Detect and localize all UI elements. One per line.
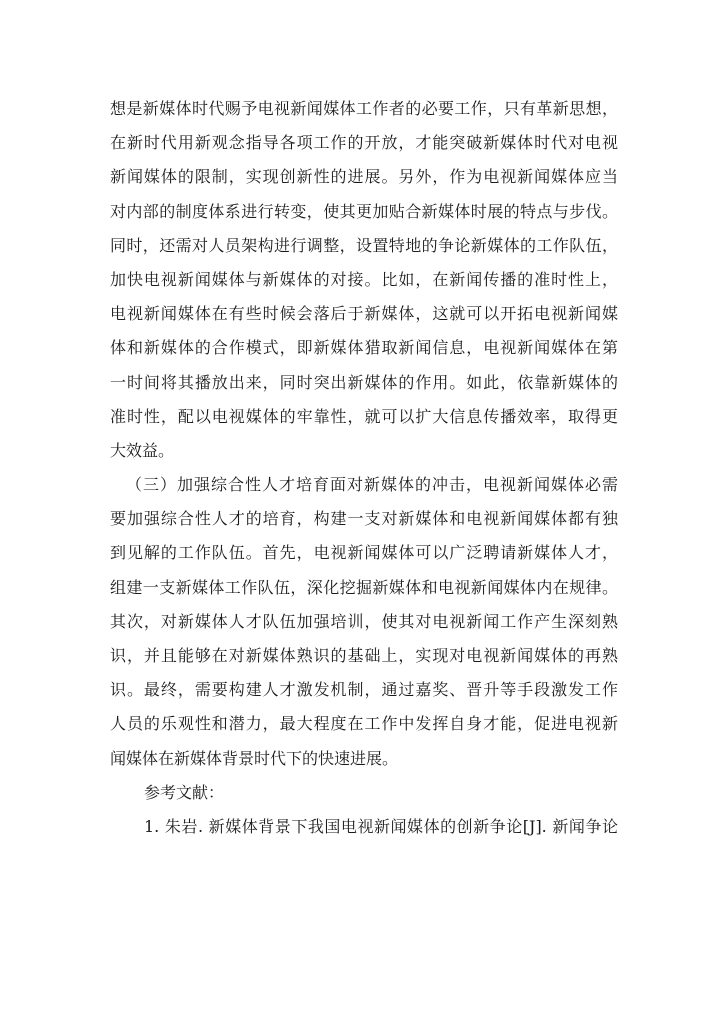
paragraph-line: 到见解的工作队伍。首先，电视新闻媒体可以广泛聘请新媒体人才，	[110, 543, 618, 563]
references-section	[110, 776, 618, 844]
paragraph-line: 大效益。	[110, 440, 175, 460]
paragraph-2	[110, 468, 618, 776]
paragraph-line: 识，并且能够在对新媒体熟识的基础上，实现对电视新闻媒体的再熟	[110, 646, 618, 665]
paragraph-line: 同时，还需对人员架构进行调整，设置特地的争论新媒体的工作队伍，	[110, 235, 618, 255]
paragraph-line: 要加强综合性人才的培育，构建一支对新媒体和电视新闻媒体都有独	[110, 509, 618, 529]
paragraph-line: 组建一支新媒体工作队伍，深化挖掘新媒体和电视新闻媒体内在规律。	[110, 577, 618, 597]
paragraph-line: 对内部的制度体系进行转变，使其更加贴合新媒体时展的特点与步伐。	[110, 201, 618, 221]
paragraph-line: 人员的乐观性和潜力，最大程度在工作中发挥自身才能，促进电视新	[110, 714, 618, 734]
paragraph-line: 新闻媒体的限制，实现创新性的进展。另外，作为电视新闻媒体应当	[110, 167, 618, 187]
paragraph-line: 体和新媒体的合作模式，即新媒体猎取新闻信息，电视新闻媒体在第	[110, 338, 618, 358]
paragraph-line: 想是新媒体时代赐予电视新闻媒体工作者的必要工作，只有革新思想，	[110, 99, 618, 118]
body-text	[110, 92, 618, 844]
paragraph-line: 识。最终，需要构建人才激发机制，通过嘉奖、晋升等手段激发工作	[110, 680, 618, 700]
paragraph-line: 其次，对新媒体人才队伍加强培训，使其对电视新闻工作产生深刻熟	[110, 611, 618, 631]
paragraph-line: 电视新闻媒体在有些时候会落后于新媒体，这就可以开拓电视新闻媒	[110, 304, 618, 324]
paragraph-line: 在新时代用新观念指导各项工作的开放，才能突破新媒体时代对电视	[110, 133, 618, 153]
paragraph-1	[110, 92, 618, 468]
paragraph-line: （三）加强综合性人才培育面对新媒体的冲击，电视新闻媒体必需	[126, 475, 618, 495]
paragraph-line: 加快电视新闻媒体与新媒体的对接。比如，在新闻传播的准时性上，	[110, 269, 618, 289]
references-heading: 参考文献：	[144, 782, 225, 802]
paragraph-line: 一时间将其播放出来，同时突出新媒体的作用。如此，依靠新媒体的	[110, 372, 618, 392]
reference-item: 1. 朱岩. 新媒体背景下我国电视新闻媒体的创新争论[J]. 新闻争论	[144, 816, 618, 836]
paragraph-line: 闻媒体在新媒体背景时代下的快速进展。	[110, 748, 399, 768]
paragraph-line: 准时性，配以电视媒体的牢靠性，就可以扩大信息传播效率，取得更	[110, 406, 618, 426]
